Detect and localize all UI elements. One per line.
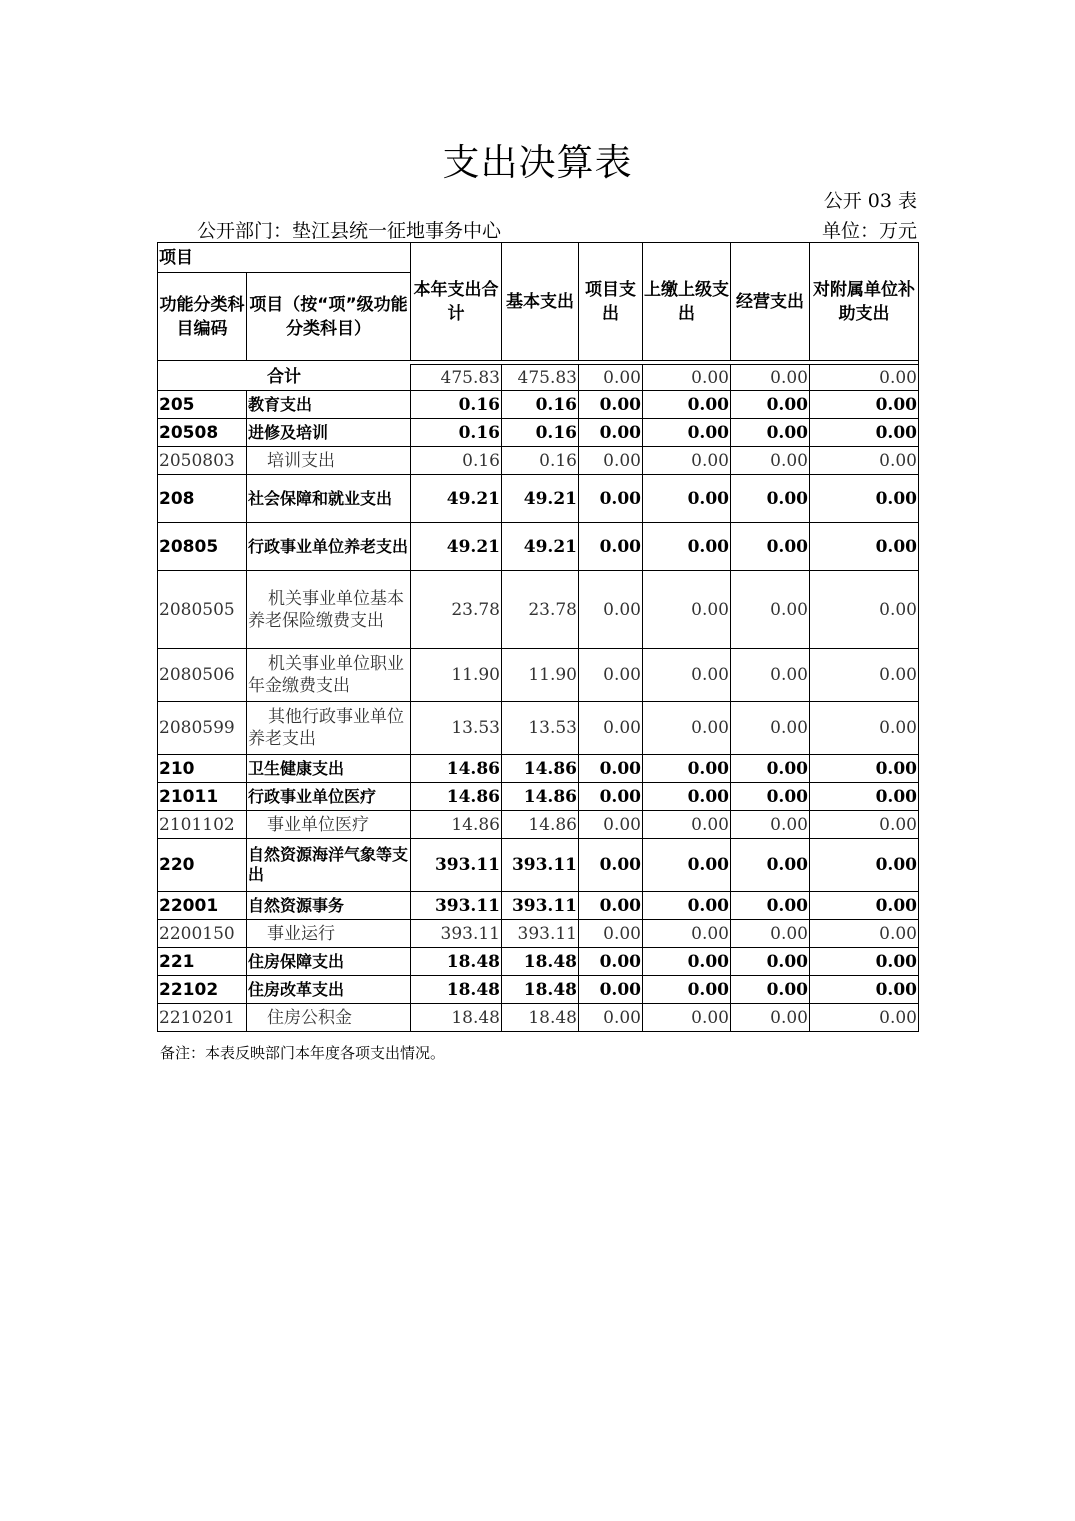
row-value: 0.00 bbox=[731, 755, 810, 783]
row-value: 18.48 bbox=[502, 948, 579, 976]
row-name: 自然资源海洋气象等支出 bbox=[247, 839, 411, 892]
row-value: 14.86 bbox=[502, 811, 579, 839]
row-value: 0.00 bbox=[731, 702, 810, 755]
row-code: 21011 bbox=[158, 783, 247, 811]
row-value: 0.00 bbox=[579, 649, 643, 702]
header-code: 功能分类科目编码 bbox=[158, 273, 247, 361]
row-value: 0.00 bbox=[731, 948, 810, 976]
row-code: 210 bbox=[158, 755, 247, 783]
row-value: 49.21 bbox=[502, 475, 579, 523]
row-value: 0.16 bbox=[502, 419, 579, 447]
row-value: 0.00 bbox=[643, 783, 731, 811]
row-code: 221 bbox=[158, 948, 247, 976]
row-name: 教育支出 bbox=[247, 391, 411, 419]
row-value: 14.86 bbox=[411, 811, 502, 839]
header-total: 本年支出合计 bbox=[411, 243, 502, 361]
row-value: 0.00 bbox=[810, 391, 919, 419]
row-code: 208 bbox=[158, 475, 247, 523]
total-value: 0.00 bbox=[731, 365, 810, 391]
table-row bbox=[158, 976, 919, 1004]
row-value: 0.16 bbox=[411, 391, 502, 419]
total-label: 合计 bbox=[158, 365, 411, 391]
row-name: 事业单位医疗 bbox=[247, 811, 411, 839]
row-value: 0.00 bbox=[810, 976, 919, 1004]
row-value: 18.48 bbox=[502, 976, 579, 1004]
row-value: 0.16 bbox=[502, 447, 579, 475]
row-value: 0.00 bbox=[810, 447, 919, 475]
row-value: 0.00 bbox=[731, 475, 810, 523]
page-title: 支出决算表 bbox=[442, 141, 633, 184]
row-value: 18.48 bbox=[411, 948, 502, 976]
row-value: 393.11 bbox=[411, 839, 502, 892]
row-value: 11.90 bbox=[411, 649, 502, 702]
row-value: 0.00 bbox=[579, 523, 643, 571]
row-value: 393.11 bbox=[502, 920, 579, 948]
row-value: 0.00 bbox=[643, 702, 731, 755]
row-value: 0.00 bbox=[810, 920, 919, 948]
row-code: 2080505 bbox=[158, 571, 247, 649]
table-row bbox=[158, 702, 919, 755]
row-name: 进修及培训 bbox=[247, 419, 411, 447]
header-project: 项目支出 bbox=[579, 243, 643, 361]
row-value: 0.00 bbox=[643, 571, 731, 649]
row-name: 社会保障和就业支出 bbox=[247, 475, 411, 523]
row-value: 0.00 bbox=[810, 702, 919, 755]
row-value: 0.00 bbox=[579, 475, 643, 523]
table-row bbox=[158, 1004, 919, 1032]
row-value: 0.16 bbox=[502, 391, 579, 419]
row-value: 0.00 bbox=[643, 976, 731, 1004]
row-name: 行政事业单位养老支出 bbox=[247, 523, 411, 571]
table-row bbox=[158, 419, 919, 447]
row-name: 卫生健康支出 bbox=[247, 755, 411, 783]
row-value: 0.00 bbox=[731, 447, 810, 475]
row-value: 0.00 bbox=[810, 948, 919, 976]
table-row bbox=[158, 649, 919, 702]
row-name: 机关事业单位基本养老保险缴费支出 bbox=[247, 571, 411, 649]
row-value: 393.11 bbox=[411, 920, 502, 948]
header-upper: 上缴上级支出 bbox=[643, 243, 731, 361]
footnote: 备注：本表反映部门本年度各项支出情况。 bbox=[160, 1044, 446, 1062]
row-value: 0.00 bbox=[810, 783, 919, 811]
row-value: 393.11 bbox=[502, 839, 579, 892]
header-subsidy: 对附属单位补助支出 bbox=[810, 243, 919, 361]
row-value: 0.00 bbox=[579, 892, 643, 920]
row-code: 2080506 bbox=[158, 649, 247, 702]
row-value: 23.78 bbox=[502, 571, 579, 649]
row-code: 2210201 bbox=[158, 1004, 247, 1032]
total-value: 0.00 bbox=[810, 365, 919, 391]
row-value: 0.00 bbox=[643, 839, 731, 892]
row-name: 行政事业单位医疗 bbox=[247, 783, 411, 811]
row-value: 0.00 bbox=[810, 649, 919, 702]
row-value: 0.00 bbox=[579, 1004, 643, 1032]
row-value: 0.00 bbox=[731, 649, 810, 702]
row-value: 23.78 bbox=[411, 571, 502, 649]
row-value: 0.00 bbox=[643, 892, 731, 920]
row-value: 11.90 bbox=[502, 649, 579, 702]
row-value: 0.00 bbox=[579, 702, 643, 755]
row-value: 0.00 bbox=[810, 419, 919, 447]
row-value: 18.48 bbox=[502, 1004, 579, 1032]
row-value: 0.00 bbox=[643, 755, 731, 783]
table-row bbox=[158, 948, 919, 976]
row-value: 49.21 bbox=[411, 475, 502, 523]
row-value: 0.00 bbox=[731, 391, 810, 419]
table-row bbox=[158, 920, 919, 948]
row-value: 0.00 bbox=[643, 475, 731, 523]
row-value: 0.00 bbox=[731, 892, 810, 920]
header-name: 项目（按“项”级功能分类科目） bbox=[247, 273, 411, 361]
row-value: 0.00 bbox=[810, 892, 919, 920]
total-value: 475.83 bbox=[411, 365, 502, 391]
row-value: 0.00 bbox=[810, 839, 919, 892]
row-value: 14.86 bbox=[502, 755, 579, 783]
row-code: 2050803 bbox=[158, 447, 247, 475]
unit-label: 单位：万元 bbox=[821, 220, 917, 242]
row-value: 0.00 bbox=[643, 1004, 731, 1032]
row-value: 0.00 bbox=[643, 391, 731, 419]
row-value: 0.00 bbox=[579, 783, 643, 811]
row-value: 0.00 bbox=[579, 755, 643, 783]
row-value: 0.00 bbox=[810, 811, 919, 839]
row-value: 18.48 bbox=[411, 976, 502, 1004]
row-value: 0.00 bbox=[810, 571, 919, 649]
row-value: 0.00 bbox=[579, 419, 643, 447]
row-value: 0.00 bbox=[810, 755, 919, 783]
table-row bbox=[158, 839, 919, 892]
header-business: 经营支出 bbox=[731, 243, 810, 361]
row-code: 220 bbox=[158, 839, 247, 892]
row-code: 22001 bbox=[158, 892, 247, 920]
row-value: 0.16 bbox=[411, 447, 502, 475]
row-name: 住房改革支出 bbox=[247, 976, 411, 1004]
row-value: 49.21 bbox=[502, 523, 579, 571]
header-item: 项目 bbox=[158, 243, 411, 273]
row-code: 205 bbox=[158, 391, 247, 419]
row-value: 0.00 bbox=[810, 475, 919, 523]
department-label: 公开部门：垫江县统一征地事务中心 bbox=[197, 220, 502, 242]
row-value: 0.00 bbox=[731, 571, 810, 649]
row-value: 0.00 bbox=[731, 811, 810, 839]
row-value: 0.00 bbox=[810, 1004, 919, 1032]
row-value: 0.00 bbox=[643, 419, 731, 447]
row-value: 49.21 bbox=[411, 523, 502, 571]
table-row bbox=[158, 523, 919, 571]
row-value: 0.00 bbox=[731, 1004, 810, 1032]
header-basic: 基本支出 bbox=[502, 243, 579, 361]
expenditure-table bbox=[157, 242, 919, 1032]
row-value: 393.11 bbox=[411, 892, 502, 920]
row-value: 0.00 bbox=[579, 447, 643, 475]
total-row bbox=[158, 365, 919, 391]
row-value: 14.86 bbox=[411, 755, 502, 783]
table-row bbox=[158, 892, 919, 920]
row-value: 0.00 bbox=[579, 976, 643, 1004]
row-code: 2200150 bbox=[158, 920, 247, 948]
row-name: 住房保障支出 bbox=[247, 948, 411, 976]
row-value: 0.00 bbox=[579, 391, 643, 419]
row-code: 2101102 bbox=[158, 811, 247, 839]
row-value: 0.00 bbox=[810, 523, 919, 571]
row-value: 0.00 bbox=[579, 920, 643, 948]
row-code: 20508 bbox=[158, 419, 247, 447]
form-code: 公开 03 表 bbox=[823, 190, 917, 212]
table-row bbox=[158, 811, 919, 839]
row-value: 18.48 bbox=[411, 1004, 502, 1032]
row-value: 0.00 bbox=[731, 976, 810, 1004]
table-row bbox=[158, 755, 919, 783]
table-row bbox=[158, 391, 919, 419]
row-code: 22102 bbox=[158, 976, 247, 1004]
row-name: 机关事业单位职业年金缴费支出 bbox=[247, 649, 411, 702]
row-code: 2080599 bbox=[158, 702, 247, 755]
table-row bbox=[158, 447, 919, 475]
row-name: 住房公积金 bbox=[247, 1004, 411, 1032]
row-value: 0.00 bbox=[731, 920, 810, 948]
row-value: 0.00 bbox=[643, 948, 731, 976]
row-name: 培训支出 bbox=[247, 447, 411, 475]
total-value: 0.00 bbox=[643, 365, 731, 391]
row-value: 0.00 bbox=[731, 839, 810, 892]
row-value: 0.00 bbox=[731, 783, 810, 811]
row-value: 0.00 bbox=[643, 920, 731, 948]
row-value: 0.00 bbox=[643, 447, 731, 475]
row-value: 0.00 bbox=[579, 948, 643, 976]
row-name: 其他行政事业单位养老支出 bbox=[247, 702, 411, 755]
row-name: 事业运行 bbox=[247, 920, 411, 948]
table-row bbox=[158, 475, 919, 523]
row-value: 13.53 bbox=[411, 702, 502, 755]
row-value: 0.00 bbox=[731, 523, 810, 571]
row-value: 0.00 bbox=[643, 811, 731, 839]
row-value: 0.00 bbox=[643, 649, 731, 702]
row-value: 0.16 bbox=[411, 419, 502, 447]
table-row bbox=[158, 783, 919, 811]
row-value: 14.86 bbox=[411, 783, 502, 811]
row-value: 393.11 bbox=[502, 892, 579, 920]
total-value: 0.00 bbox=[579, 365, 643, 391]
row-value: 0.00 bbox=[731, 419, 810, 447]
table-row bbox=[158, 571, 919, 649]
row-name: 自然资源事务 bbox=[247, 892, 411, 920]
row-value: 0.00 bbox=[579, 839, 643, 892]
row-code: 20805 bbox=[158, 523, 247, 571]
row-value: 14.86 bbox=[502, 783, 579, 811]
row-value: 13.53 bbox=[502, 702, 579, 755]
row-value: 0.00 bbox=[643, 523, 731, 571]
total-value: 475.83 bbox=[502, 365, 579, 391]
row-value: 0.00 bbox=[579, 811, 643, 839]
row-value: 0.00 bbox=[579, 571, 643, 649]
